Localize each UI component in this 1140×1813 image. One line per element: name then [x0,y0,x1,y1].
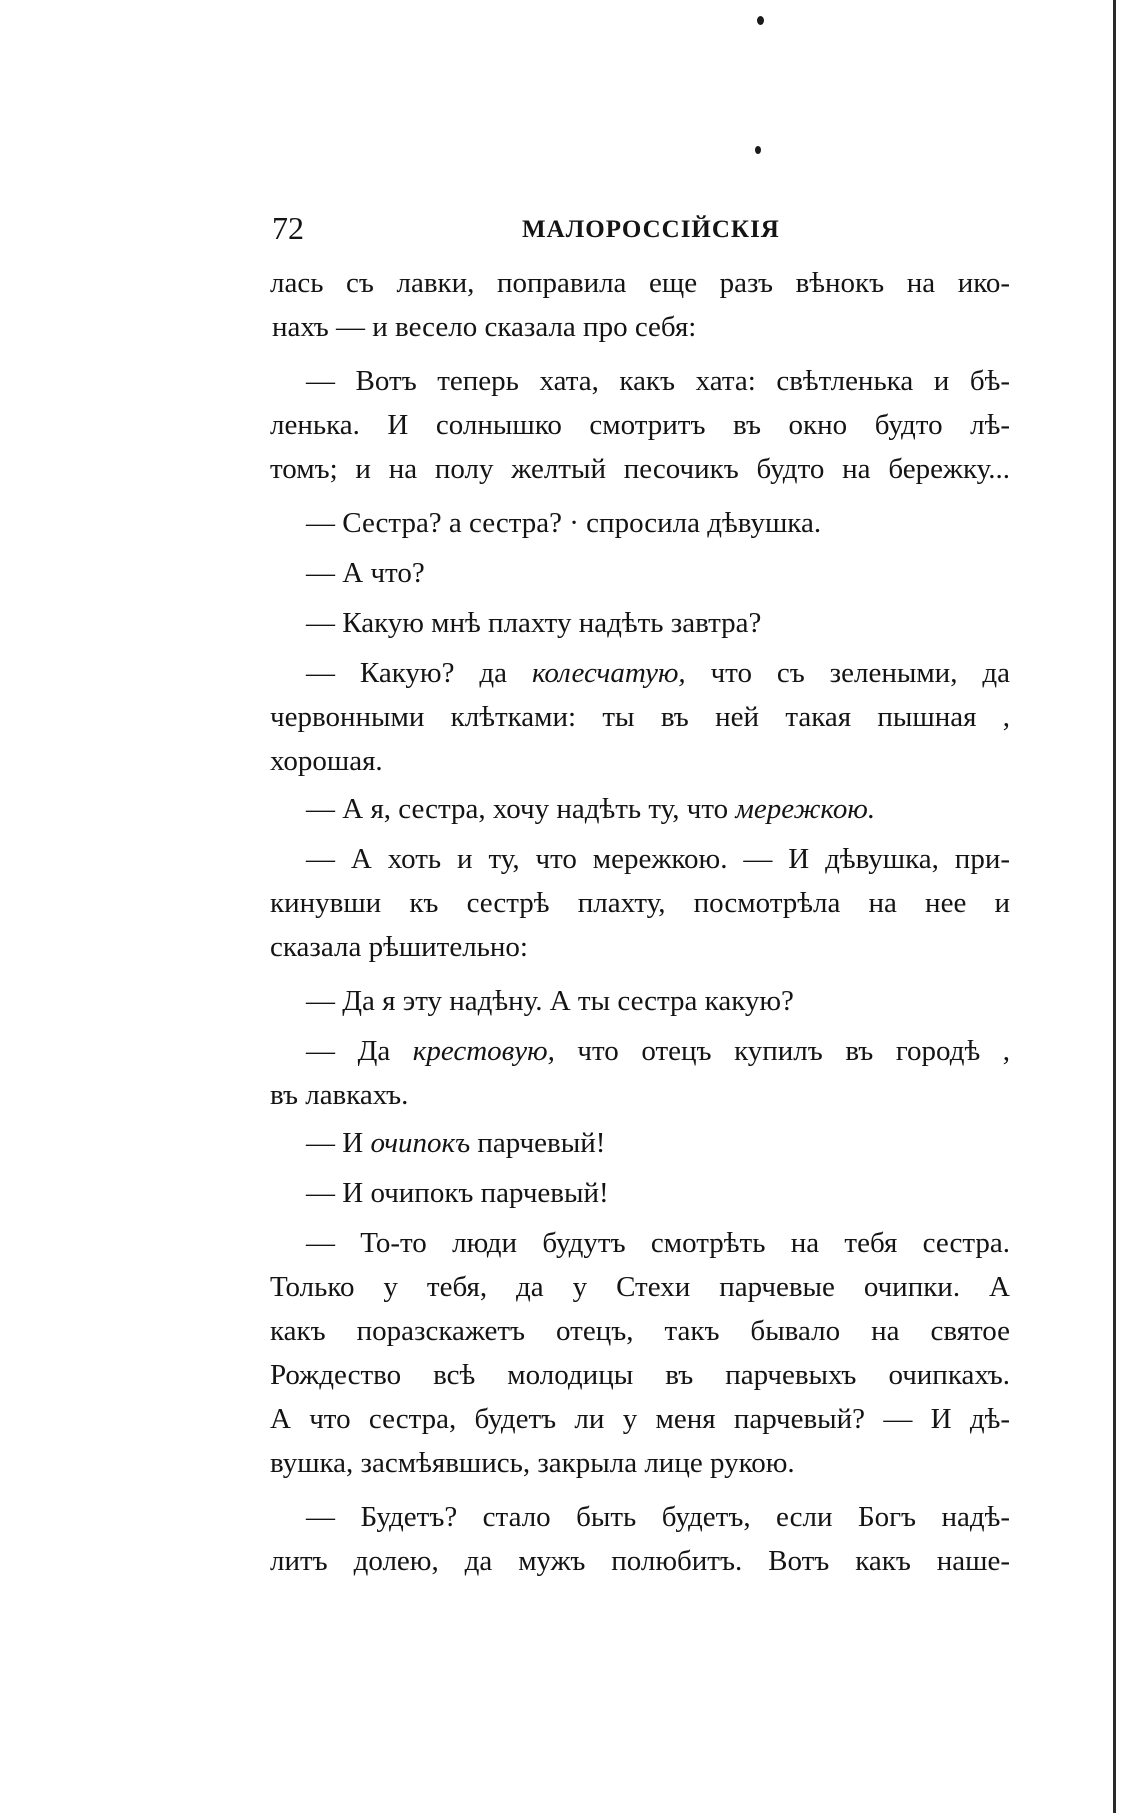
italic-word: крестовую, [412,1035,555,1067]
text-line: кинувши къ сестрѣ плахту, посмотрѣла на нее и [270,887,1010,919]
text-run: — Да [306,1035,413,1067]
text-run: — А я, сестра, хочу надѣть ту, что [306,793,736,825]
text-line: какъ поразскажетъ отецъ, такъ бывало на святое [270,1315,1010,1347]
binding-edge-line [1113,0,1116,1813]
text-line [306,1032,1010,1070]
text-run: — Какую? да [306,657,532,689]
text-line [306,790,1046,828]
text-run: что отецъ купилъ въ городѣ , [554,1035,1011,1067]
text-run: — И [306,1127,371,1159]
text-line: — А хоть и ту, что мережкою. — И дѣвушка, при- [306,843,1010,875]
italic-word: мережкою. [735,793,876,825]
text-line: нахъ — и весело сказала про себя: [272,311,697,343]
text-line: литъ долею, да мужъ полюбитъ. Вотъ какъ наше- [270,1545,1010,1577]
text-run: что съ зелеными, да [685,657,1010,689]
ink-speck [755,146,761,154]
text-line: — Вотъ теперь хата, какъ хата: свѣтленька и бѣ- [306,365,1010,397]
text-line: лась съ лавки, поправила еще разъ вѣнокъ на ико- [270,267,1010,299]
text-line [306,654,1010,692]
page-number: 72 [272,210,304,246]
text-line: А что сестра, будетъ ли у меня парчевый? — И дѣ- [270,1403,1010,1435]
text-line: томъ; и на полу желтый песочикъ будто на бережку... [270,453,1010,485]
text-line: — Сестра? а сестра? · спросила дѣвушка. [306,507,822,539]
text-run: парчевый! [470,1127,606,1159]
running-head: МАЛОРОССІЙСКІЯ [522,216,780,243]
text-line: — Да я эту надѣну. А ты сестра какую? [306,985,794,1017]
text-line: въ лавкахъ. [270,1079,409,1111]
text-line: сказала рѣшительно: [270,931,528,963]
text-line: Только у тебя, да у Стехи парчевые очипки. А [270,1271,1010,1303]
text-line: — А что? [306,557,425,589]
text-line: — И очипокъ парчевый! [306,1177,609,1209]
text-line [306,1124,1046,1162]
text-line: — То-то люди будутъ смотрѣть на тебя сестра. [306,1227,1010,1259]
text-line: — Будетъ? стало быть будетъ, если Богъ надѣ- [306,1501,1010,1533]
text-line: Рождество всѣ молодицы въ парчевыхъ очипкахъ. [270,1359,1010,1391]
ink-speck [757,16,764,25]
text-line: хорошая. [270,745,383,777]
text-line: ленька. И солнышко смотритъ въ окно будто лѣ- [270,409,1010,441]
text-line: червонными клѣтками: ты въ ней такая пышная , [270,701,1010,733]
italic-word: очипокъ [370,1127,471,1159]
text-line: вушка, засмѣявшись, закрыла лице рукою. [270,1447,795,1479]
italic-word: колесчатую, [531,657,686,689]
text-line: — Какую мнѣ плахту надѣть завтра? [306,607,762,639]
